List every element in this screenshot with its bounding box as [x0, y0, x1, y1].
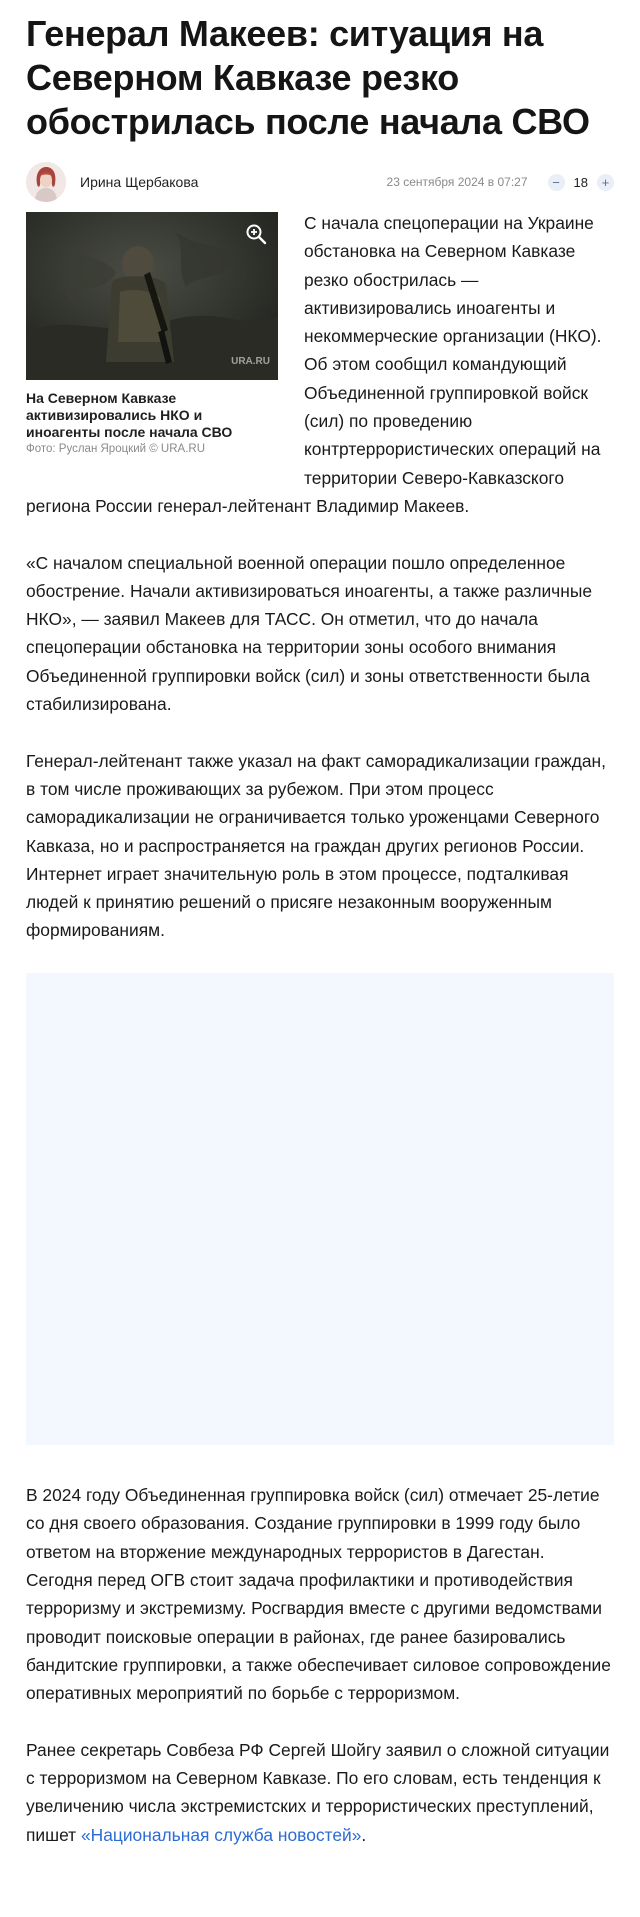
- paragraph-5: [26, 1736, 614, 1849]
- article-body: [0, 204, 640, 1849]
- minus-button[interactable]: −: [548, 174, 565, 191]
- avatar-portrait-icon: [26, 162, 66, 202]
- author-name[interactable]: Ирина Щербакова: [80, 174, 199, 190]
- article-photo[interactable]: [26, 212, 278, 380]
- source-link[interactable]: «Национальная служба новостей»: [80, 1824, 362, 1845]
- zoom-icon[interactable]: [244, 222, 268, 246]
- ad-placeholder: [26, 973, 614, 1445]
- paragraph-5-text: Ранее секретарь Совбеза РФ Сергей Шойгу заявил о сложной ситуации с терроризмом на Северном Кавказе. По его словам, есть тенденция к увеличению числа экстремистских и террористических преступлений, пишет: [26, 1739, 610, 1845]
- article-meta: [26, 160, 614, 204]
- publish-date: 23 сентября 2024 в 07:27: [386, 175, 528, 189]
- paragraph-4: В 2024 году Объединенная группировка войск (сил) отмечает 25-летие со дня своего образования. Создание группировки в 1999 году было ответом на вторжение международных террористов в Дагестан. Сегодня перед ОГВ стоит задача профилактики и противодействия терроризму и экстремизму. Росгвардия вместе с другими ведомствами проводит поисковые операции в районах, где ранее базировались бандитские группировки, а также обеспечивает силовое сопровождение оперативных мероприятий по борьбе с терроризмом.: [26, 1485, 611, 1704]
- plus-button[interactable]: +: [597, 174, 614, 191]
- photo-caption: На Северном Кавказе активизировались НКО и иноагенты после начала СВО: [26, 390, 233, 440]
- article-title: Генерал Макеев: ситуация на Северном Кавказе резко обострилась после начала СВО: [26, 13, 590, 142]
- paragraph-5-end: .: [361, 1824, 367, 1845]
- paragraph-3: Генерал-лейтенант также указал на факт саморадикализации граждан, в том числе проживающих за рубежом. При этом процесс саморадикализации не ограничивается только уроженцами Северного Кавказа, но и распространяется на граждан других регионов России. Интернет играет значительную роль в этом процессе, подталкивая людей к принятию решений о присяге незаконным вооруженным формированиям.: [26, 750, 606, 941]
- author-avatar[interactable]: [26, 162, 66, 202]
- paragraph-2: «С началом специальной военной операции пошло определенное обострение. Начали активизироваться иноагенты, а также различные НКО», — заявил Макеев для ТАСС. Он отметил, что до начала спецоперации обстановка на территории зоны особого внимания Объединенной группировки войск (сил) и зоны ответственности была стабилизирована.: [26, 552, 593, 715]
- comments-counter: [548, 174, 614, 191]
- photo-watermark: URA.RU: [231, 355, 270, 367]
- paragraph-1: С начала спецоперации на Украине обстановка на Северном Кавказе резко обострилась — активизировались иноагенты и некоммерческие организации (НКО). Об этом сообщил командующий Объединенной группировкой войск (сил) по проведению контртеррористических операций на территории Северо-Кавказского региона России генерал-лейтенант Владимир Макеев.: [26, 213, 602, 516]
- photo-credit: Фото: Руслан Яроцкий © URA.RU: [26, 443, 206, 455]
- article-figure: [26, 212, 278, 457]
- comments-count[interactable]: 18: [573, 174, 588, 190]
